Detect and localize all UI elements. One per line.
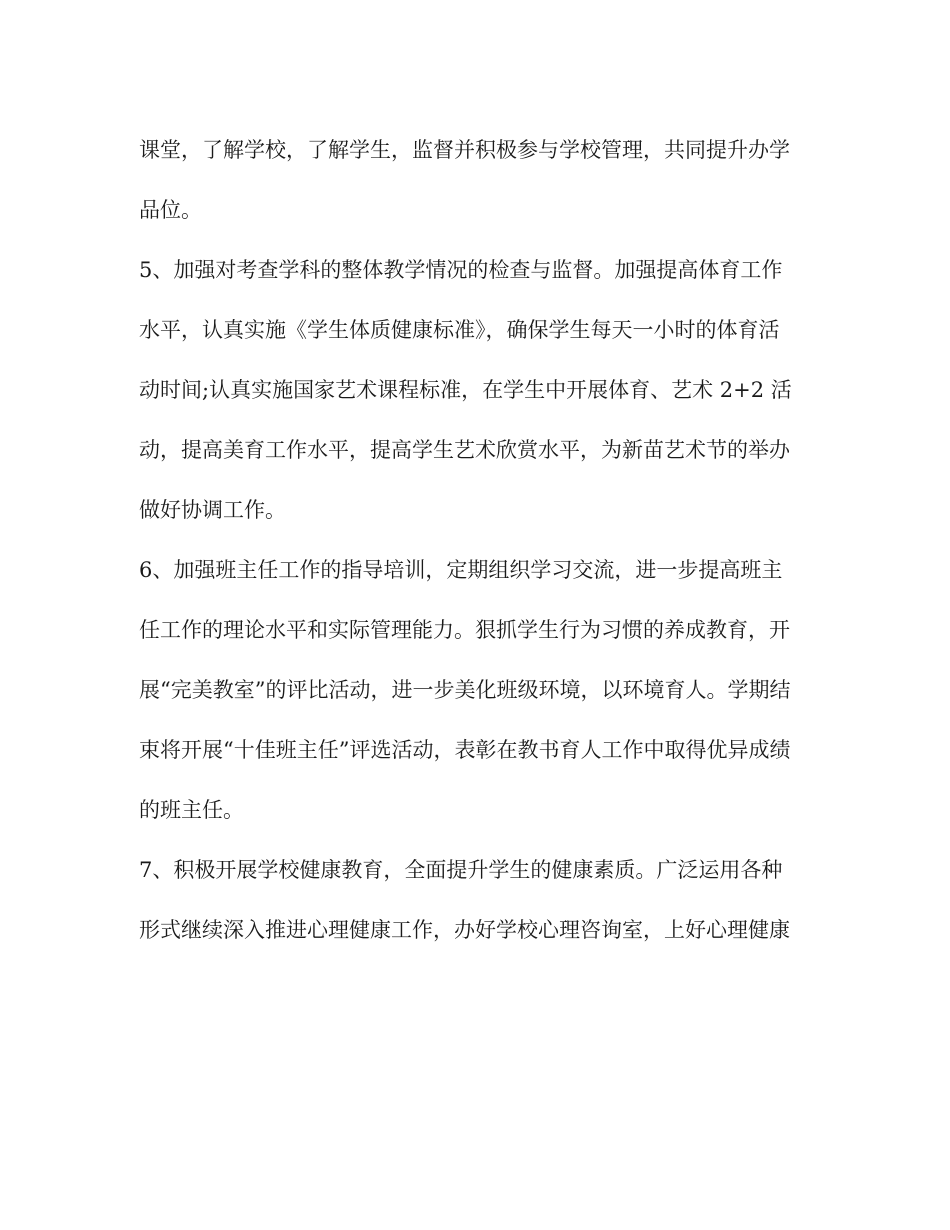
- text-line: 形式继续深入推进心理健康工作，办好学校心理咨询室，上好心理健康: [139, 918, 790, 942]
- text-line: 7、积极开展学校健康教育，全面提升学生的健康素质。广泛运用各种: [139, 858, 783, 882]
- text-line: 品位。: [139, 198, 202, 222]
- text-line: 5、加强对考查学科的整体教学情况的检查与监督。加强提高体育工作: [139, 258, 783, 282]
- text-line: 6、加强班主任工作的指导培训，定期组织学习交流，进一步提高班主: [139, 558, 783, 582]
- text-line: 动时间;认真实施国家艺术课程标准，在学生中开展体育、艺术 2+2 活: [139, 378, 792, 402]
- text-line: 任工作的理论水平和实际管理能力。狠抓学生行为习惯的养成教育，开: [139, 618, 790, 642]
- text-line: 动，提高美育工作水平，提高学生艺术欣赏水平，为新苗艺术节的举办: [139, 438, 790, 462]
- text-line: 做好协调工作。: [139, 498, 286, 522]
- document-body: [139, 120, 819, 960]
- text-line: 展“完美教室”的评比活动，进一步美化班级环境，以环境育人。学期结: [139, 678, 791, 702]
- text-line: 课堂，了解学校，了解学生，监督并积极参与学校管理，共同提升办学: [139, 138, 790, 162]
- text-line: 束将开展“十佳班主任”评选活动，表彰在教书育人工作中取得优异成绩: [139, 738, 791, 762]
- text-line: 水平，认真实施《学生体质健康标准》，确保学生每天一小时的体育活: [139, 318, 780, 342]
- text-line: 的班主任。: [139, 798, 244, 822]
